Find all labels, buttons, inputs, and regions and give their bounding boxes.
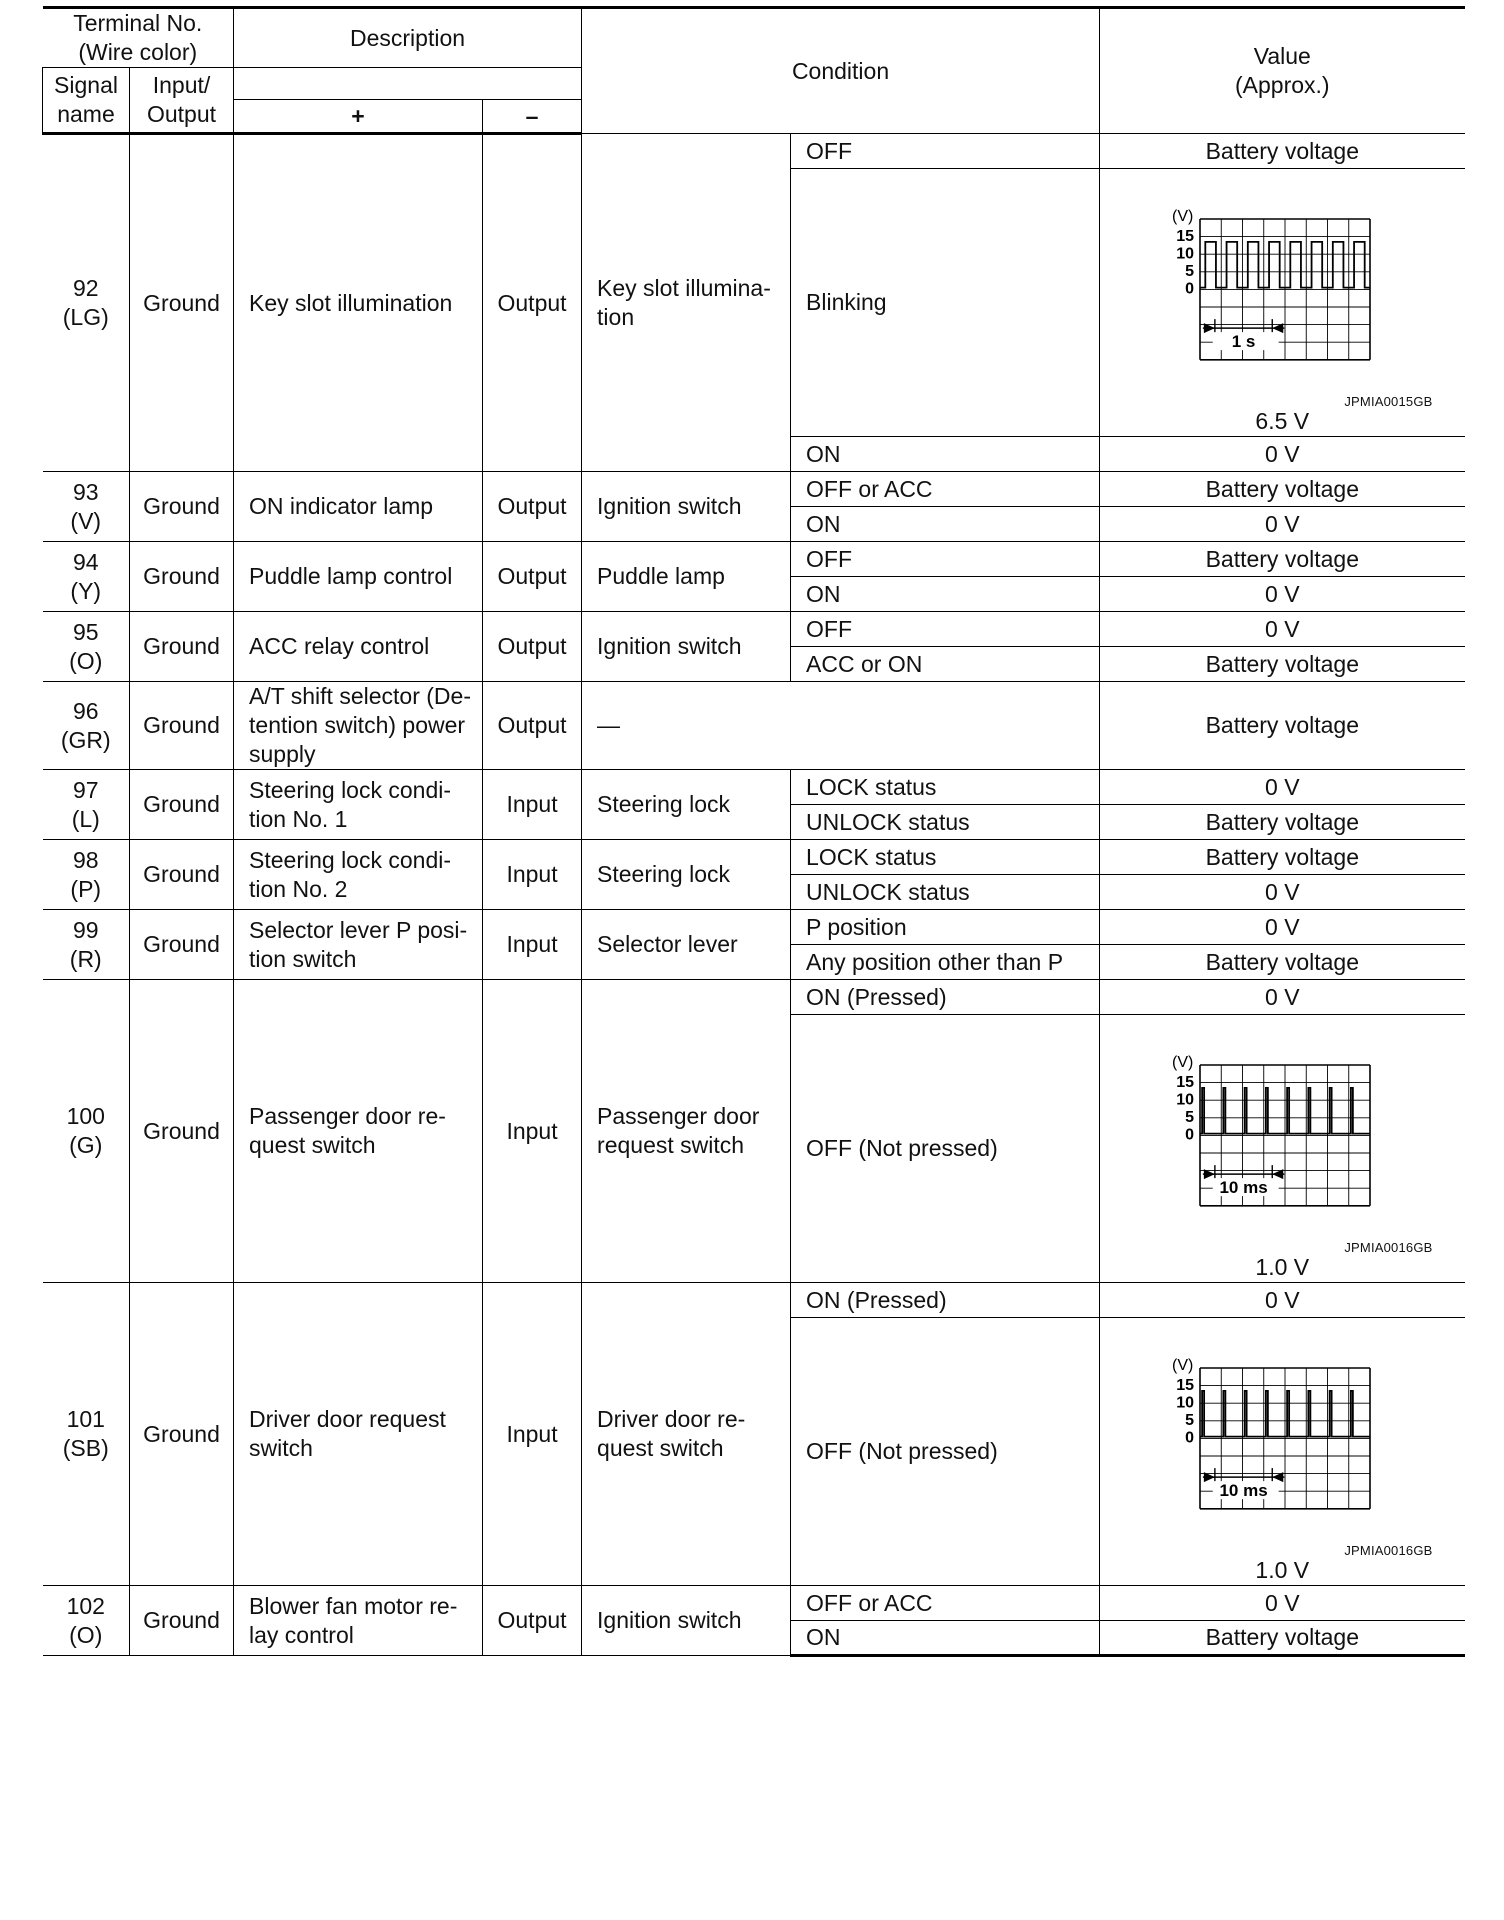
input-output-cell: Input [483,770,582,840]
wire-color: (SB) [62,1435,109,1461]
terminal-number: 100 [66,1103,105,1129]
sub-condition-cell: OFF [791,542,1100,577]
y-tick-label: 5 [1185,1109,1195,1127]
value-cell: 0 V [1100,1283,1465,1318]
waveform-figure [1100,207,1465,409]
wire-color: (V) [70,507,102,534]
waveform-value: 1.0 V [1255,1557,1310,1583]
sub-condition-cell: UNLOCK status [791,875,1100,910]
condition-cell: Steering lock [582,840,791,910]
signal-name-cell: A/T shift selector (De-tention switch) power supply [234,682,483,770]
value-cell: 0 V [1100,1586,1465,1621]
table-row [43,1283,1465,1318]
input-output-cell: Output [483,134,582,472]
table-row [43,682,1465,770]
sub-condition-cell: ON (Pressed) [791,980,1100,1015]
sub-condition-cell: ACC or ON [791,647,1100,682]
terminal-table [42,6,1465,1657]
wire-color: (G) [69,1132,103,1158]
header-terminal-no: Terminal No. (Wire color) [43,8,234,68]
terminal-number: 92 [72,275,99,301]
y-tick-label: 5 [1185,263,1195,281]
sub-condition-cell: LOCK status [791,770,1100,805]
value-cell: 0 V [1100,875,1465,910]
condition-cell: Driver door re-quest switch [582,1283,791,1586]
header-description: Description [234,8,582,68]
waveform-oscilloscope [1162,207,1402,385]
waveform-figure [1100,1356,1465,1558]
time-scale-label: 10 ms [1219,1481,1268,1501]
ground-cell: Ground [130,910,234,980]
value-cell: Battery voltage [1100,134,1465,169]
header-signal-name: Signal name [43,68,130,134]
header-minus: – [483,100,582,134]
input-output-cell: Input [483,1283,582,1586]
sub-condition-cell: OFF [791,612,1100,647]
signal-name-cell: Puddle lamp control [234,542,483,612]
ground-cell: Ground [130,1283,234,1586]
condition-cell: Puddle lamp [582,542,791,612]
value-cell: 0 V [1100,910,1465,945]
value-cell: Battery voltage [1100,945,1465,980]
terminal-table-page [42,6,1464,1657]
sub-condition-cell: UNLOCK status [791,805,1100,840]
value-cell: 0 V [1100,612,1465,647]
sub-condition-cell: OFF (Not pressed) [791,1015,1100,1283]
wire-color: (GR) [60,726,111,753]
sub-condition-cell: Blinking [791,169,1100,437]
value-cell [1100,169,1465,437]
waveform-oscilloscope [1162,1356,1402,1534]
waveform-figure [1100,1053,1465,1255]
condition-cell: Ignition switch [582,612,791,682]
ground-cell: Ground [130,840,234,910]
table-row [43,612,1465,647]
input-output-cell: Output [483,612,582,682]
condition-cell: Key slot illumina-tion [582,134,791,472]
value-cell: Battery voltage [1100,840,1465,875]
signal-name-cell: ACC relay control [234,612,483,682]
y-tick-label: 0 [1185,280,1195,298]
terminal-number: 101 [66,1406,105,1432]
signal-name-cell: Selector lever P posi-tion switch [234,910,483,980]
value-cell: 0 V [1100,437,1465,472]
sub-condition-cell: ON [791,577,1100,612]
value-cell: 0 V [1100,507,1465,542]
terminal-cell [43,910,130,980]
ground-cell: Ground [130,472,234,542]
wire-color: (R) [69,945,102,972]
table-row [43,980,1465,1015]
waveform-value: 1.0 V [1255,1254,1310,1280]
figure-code: JPMIA0015GB [1344,394,1433,409]
y-tick-label: 0 [1185,1126,1195,1144]
table-row [43,840,1465,875]
waveform-value: 6.5 V [1255,408,1310,434]
input-output-cell: Output [483,542,582,612]
input-output-cell: Input [483,840,582,910]
table-row [43,770,1465,805]
value-cell [1100,1015,1465,1283]
ground-cell: Ground [130,612,234,682]
condition-cell: Steering lock [582,770,791,840]
signal-name-cell: Passenger door re-quest switch [234,980,483,1283]
terminal-cell [43,1283,130,1586]
table-row [43,1586,1465,1621]
condition-cell: Ignition switch [582,1586,791,1656]
time-scale-label: 1 s [1232,332,1256,352]
ground-cell: Ground [130,1586,234,1656]
y-tick-label: 5 [1185,1412,1195,1430]
signal-name-cell: Steering lock condi-tion No. 1 [234,770,483,840]
time-scale-label: 10 ms [1219,1178,1268,1198]
condition-cell: Selector lever [582,910,791,980]
table-row [43,542,1465,577]
sub-condition-cell: P position [791,910,1100,945]
wire-color: (O) [69,1621,103,1648]
y-tick-label: 10 [1176,245,1195,263]
sub-condition-cell: ON (Pressed) [791,1283,1100,1318]
wire-color: (LG) [62,304,109,330]
terminal-number: 102 [66,1592,105,1619]
value-cell: Battery voltage [1100,472,1465,507]
signal-name-cell: Driver door request switch [234,1283,483,1586]
value-cell: Battery voltage [1100,682,1465,770]
ground-cell: Ground [130,134,234,472]
terminal-cell [43,612,130,682]
y-tick-label: 0 [1185,1429,1195,1447]
input-output-cell: Input [483,910,582,980]
terminal-cell [43,472,130,542]
figure-code: JPMIA0016GB [1344,1543,1433,1558]
header-value: Value (Approx.) [1100,8,1465,134]
terminal-number: 99 [72,916,99,943]
sub-condition-cell: OFF [791,134,1100,169]
condition-cell: Passenger door request switch [582,980,791,1283]
value-cell: Battery voltage [1100,1621,1465,1656]
sub-condition-cell: Any position other than P [791,945,1100,980]
condition-cell: — [582,682,1100,770]
ground-cell: Ground [130,682,234,770]
unit-label: (V) [1172,1357,1194,1374]
y-tick-label: 10 [1176,1091,1195,1109]
ground-cell: Ground [130,770,234,840]
signal-name-cell: ON indicator lamp [234,472,483,542]
value-cell: 0 V [1100,770,1465,805]
sub-condition-cell: ON [791,437,1100,472]
terminal-number: 97 [72,776,99,803]
value-cell: Battery voltage [1100,647,1465,682]
wire-color: (Y) [70,577,102,604]
sub-condition-cell: OFF or ACC [791,472,1100,507]
input-output-cell: Output [483,472,582,542]
terminal-number: 95 [72,618,99,645]
table-body [43,134,1465,1656]
y-tick-label: 15 [1176,227,1195,245]
sub-condition-cell: LOCK status [791,840,1100,875]
value-cell: 0 V [1100,980,1465,1015]
value-cell: Battery voltage [1100,542,1465,577]
figure-code: JPMIA0016GB [1344,1240,1433,1255]
y-tick-label: 15 [1176,1073,1195,1091]
value-cell [1100,1318,1465,1586]
unit-label: (V) [1172,1054,1194,1071]
terminal-cell [43,1586,130,1656]
wire-color: (L) [71,805,100,832]
ground-cell: Ground [130,980,234,1283]
terminal-cell [43,980,130,1283]
terminal-cell [43,840,130,910]
signal-name-cell: Steering lock condi-tion No. 2 [234,840,483,910]
ground-cell: Ground [130,542,234,612]
terminal-cell [43,134,130,472]
terminal-cell [43,542,130,612]
unit-label: (V) [1172,208,1194,225]
terminal-number: 96 [72,697,99,724]
table-row [43,134,1465,169]
value-cell: 0 V [1100,577,1465,612]
header-plus: + [234,100,483,134]
waveform-oscilloscope [1162,1053,1402,1231]
y-tick-label: 10 [1176,1394,1195,1412]
header-input-output: Input/ Output [130,68,234,134]
terminal-number: 98 [72,846,99,873]
y-tick-label: 15 [1176,1376,1195,1394]
sub-condition-cell: OFF or ACC [791,1586,1100,1621]
terminal-number: 94 [72,548,99,575]
input-output-cell: Output [483,1586,582,1656]
signal-name-cell: Blower fan motor re-lay control [234,1586,483,1656]
condition-cell: Ignition switch [582,472,791,542]
input-output-cell: Output [483,682,582,770]
value-cell: Battery voltage [1100,805,1465,840]
table-row [43,472,1465,507]
signal-name-cell: Key slot illumination [234,134,483,472]
terminal-cell [43,682,130,770]
table-row [43,910,1465,945]
sub-condition-cell: ON [791,507,1100,542]
wire-color: (P) [70,875,102,902]
terminal-number: 93 [72,478,99,505]
table-header [43,8,1465,134]
terminal-cell [43,770,130,840]
sub-condition-cell: OFF (Not pressed) [791,1318,1100,1586]
wire-color: (O) [69,647,103,674]
input-output-cell: Input [483,980,582,1283]
header-condition: Condition [582,8,1100,134]
sub-condition-cell: ON [791,1621,1100,1656]
